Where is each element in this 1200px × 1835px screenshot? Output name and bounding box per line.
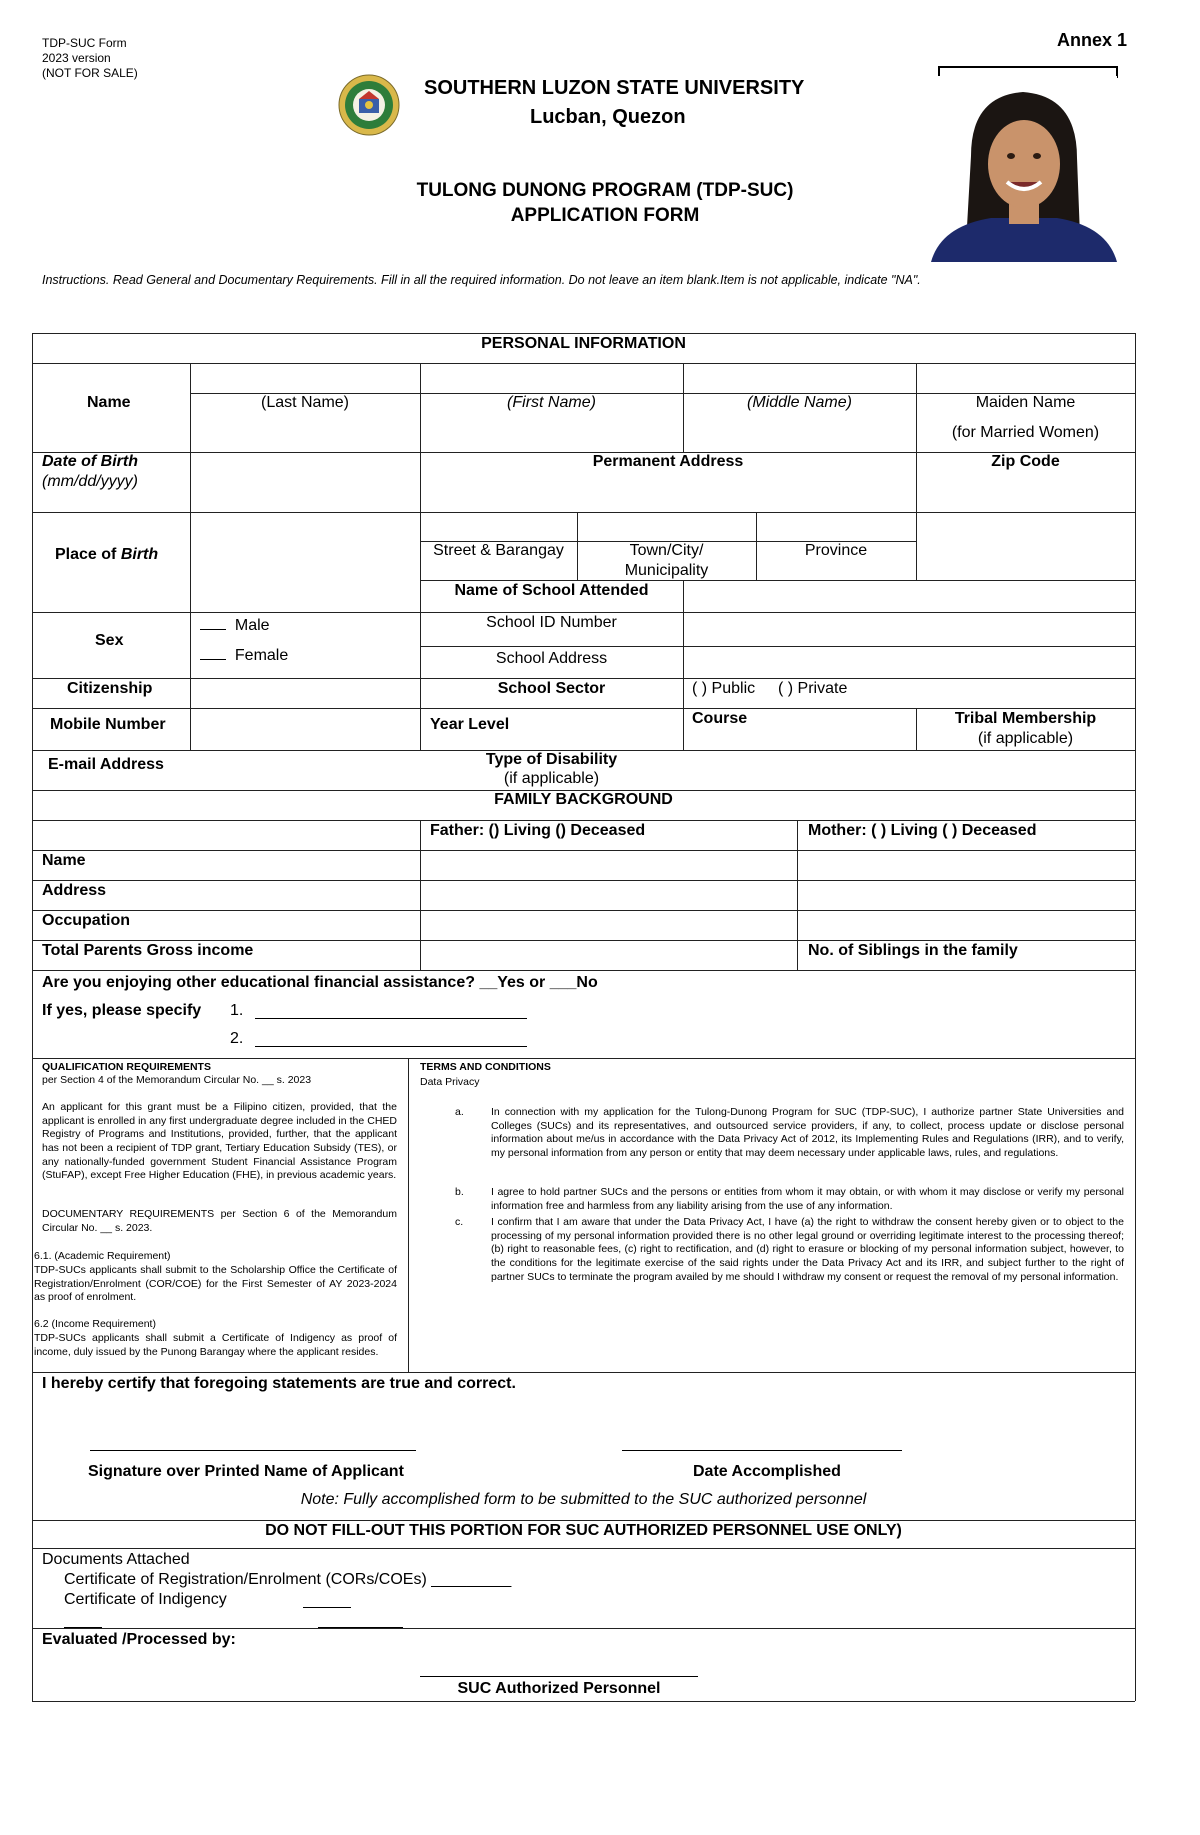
terms-a: In connection with my application for the Tulong-Dunong Program for SUC (TDP-SUC), I authorize partner State Universities and Colleges (SUCs) and its representatives, and outsourced service providers, if any, to collect, process update or disclose personal information about me/us in accordance with the Data Privacy Act of 2012, its Implementing Rules and Regulations (IRR), and to verify, my personal information from any person or entity that may deem necessary under applicable laws, rules, and regulations. [491,1106,1124,1159]
academic-req-body: TDP-SUCs applicants shall submit to the Scholarship Office the Certificate of Registration/Enrolment (COR/COE) for the First Semester of AY 2023-2024 as proof of enrolment. [34,1264,397,1304]
father-status[interactable]: Father: () Living () Deceased [430,822,646,839]
school-address-input[interactable] [684,647,1134,677]
applicant-photo [931,76,1117,262]
signature-label: Signature over Printed Name of Applicant [88,1463,404,1480]
form-id: TDP-SUC Form [42,36,127,50]
school-name-label: Name of School Attended [454,582,649,599]
course-label: Course [692,710,748,727]
family-name-label: Name [42,852,86,869]
school-sector-label: School Sector [497,680,606,697]
qualification-body: An applicant for this grant must be a Filipino citizen, provided, that the applicant is enrolled in any first undergraduate degree included in the CHED Registry of Programs and Institutions, provided, further, that the applicant has not been a recipient of TDP grant, Tertiary Education Subsidy (TES), or any nationally-funded government Student Financial Assistance Program (StuFAP), except Free Higher Education (FHE), in previous academic years. [42,1101,397,1182]
qualification-subtitle: per Section 4 of the Memorandum Circular No. __ s. 2023 [42,1074,312,1086]
last-name-field[interactable]: (Last Name) [260,394,350,411]
disability-label: Type of Disability [485,751,618,768]
form-title: APPLICATION FORM [510,205,700,226]
place-of-birth-label: Place of Birth [55,546,159,563]
terms-c-label: c. [455,1216,464,1228]
place-of-birth-input[interactable] [191,513,419,611]
income-req-body: TDP-SUCs applicants shall submit a Certificate of Indigency as proof of income, duly issued by the Punong Barangay where the applicant resides. [34,1332,397,1358]
school-id-label: School ID Number [486,614,617,631]
zip-code-input[interactable] [917,513,1134,579]
university-name: SOUTHERN LUZON STATE UNIVERSITY [424,77,805,99]
terms-subtitle: Data Privacy [420,1076,480,1088]
sex-male-option[interactable]: Male [200,617,270,635]
family-income-label: Total Parents Gross income [42,942,254,959]
name-label: Name [87,394,131,411]
mobile-input[interactable] [191,709,419,749]
certification-statement: I hereby certify that foregoing statements are true and correct. [42,1375,516,1392]
school-address-label: School Address [495,650,608,667]
terms-a-label: a. [455,1106,464,1118]
year-level-label: Year Level [430,716,510,733]
not-for-sale: (NOT FOR SALE) [42,66,138,80]
terms-c: I confirm that I am aware that under the Data Privacy Act, I have (a) the right to withdraw the consent hereby given or to object to the processing of my personal information provided there is no other legal ground or overriding legitimate interest to the processing thereof; (b) right to reasonable fees, (c) right to rectification, and (d) right to erasure or blocking of my personal information subject, however, to the conditions for the legitimate exercise of the said rights under the Data Privacy Act and its IRR, and subject further to the right of partner SUCs to terminate the program availed by me should I withdraw my consent or request the removal of my personal information. [491,1216,1124,1283]
qualification-title: QUALIFICATION REQUIREMENTS [42,1061,211,1073]
province-label: Province [804,542,868,559]
submission-note: Note: Fully accomplished form to be submitted to the SUC authorized personnel [300,1491,867,1508]
family-occupation-label: Occupation [42,912,131,929]
middle-name-field[interactable]: (Middle Name) [747,394,852,411]
cor-document-item[interactable]: Certificate of Registration/Enrolment (CORs/COEs) _________ [64,1571,512,1588]
terms-b: I agree to hold partner SUCs and the persons or entities from whom it may obtain, or with whom it may disclose or verify my personal information free and harmless from any liability arising from the use of any information. [491,1186,1124,1212]
documents-attached-label: Documents Attached [42,1551,190,1568]
zip-code-label: Zip Code [991,453,1060,470]
dob-format: (mm/dd/yyyy) [42,473,138,490]
blank-line-2 [318,1627,403,1628]
town-label-line1: Town/City/ [629,542,704,559]
maiden-name-field[interactable]: Maiden Name [975,394,1076,411]
university-location: Lucban, Quezon [530,106,686,128]
sex-female-option[interactable]: Female [200,647,288,665]
signature-line[interactable] [90,1450,416,1451]
mobile-label: Mobile Number [50,716,166,733]
program-title: TULONG DUNONG PROGRAM (TDP-SUC) [416,180,794,201]
form-version: 2023 version [42,51,111,65]
indigency-document-item[interactable]: Certificate of Indigency [64,1591,227,1608]
tribal-label: Tribal Membership [954,710,1097,727]
assistance-question: Are you enjoying other educational financial assistance? __Yes or ___No [42,974,598,991]
sex-label: Sex [95,632,124,649]
academic-req-title: 6.1. (Academic Requirement) [34,1250,171,1262]
terms-b-label: b. [455,1186,464,1198]
specify-label: If yes, please specify [42,1002,202,1019]
street-barangay-label: Street & Barangay [433,542,564,559]
disability-note: (if applicable) [503,770,600,787]
terms-title: TERMS AND CONDITIONS [420,1061,551,1073]
school-id-input[interactable] [684,613,1134,645]
specify-item-1-input[interactable] [255,1018,527,1019]
date-accomplished-label: Date Accomplished [693,1463,841,1480]
mother-status[interactable]: Mother: ( ) Living ( ) Deceased [808,822,1037,839]
family-address-label: Address [42,882,107,899]
family-section-title: FAMILY BACKGROUND [494,791,673,808]
maiden-name-note: (for Married Women) [951,424,1100,441]
income-req-title: 6.2 (Income Requirement) [34,1318,156,1330]
school-name-input[interactable] [684,581,1134,611]
personnel-label: SUC Authorized Personnel [457,1680,661,1697]
tribal-note: (if applicable) [977,730,1074,747]
documentary-requirements: DOCUMENTARY REQUIREMENTS per Section 6 of the Memorandum Circular No. __ s. 2023. [42,1208,397,1234]
instructions: Instructions. Read General and Documentary Requirements. Fill in all the required information. Do not leave an item blank.Item is not applicable, indicate "NA". [42,273,921,287]
blank-line-1 [64,1627,102,1628]
dob-input[interactable] [191,453,419,511]
specify-item-1-label: 1. [230,1002,244,1019]
university-seal-icon [337,73,401,137]
personal-section-title: PERSONAL INFORMATION [481,335,686,352]
siblings-label: No. of Siblings in the family [808,942,1018,959]
sector-private-option[interactable]: ( ) Private [778,680,848,697]
indigency-check-line[interactable] [303,1607,351,1608]
first-name-field[interactable]: (First Name) [507,394,596,411]
permanent-address-label: Permanent Address [592,453,744,470]
email-input[interactable] [191,751,419,789]
town-label-line2: Municipality [624,562,709,579]
citizenship-input[interactable] [191,679,419,707]
specify-item-2-input[interactable] [255,1046,527,1047]
annex-label: Annex 1 [1057,30,1128,50]
evaluated-by-label: Evaluated /Processed by: [42,1631,236,1648]
sector-public-option[interactable]: ( ) Public [692,680,756,697]
citizenship-label: Citizenship [67,680,153,697]
dob-label: Date of Birth [42,453,138,470]
specify-item-2-label: 2. [230,1030,244,1047]
email-label: E-mail Address [48,756,164,773]
personnel-signature-line[interactable] [420,1676,698,1677]
office-use-title: DO NOT FILL-OUT THIS PORTION FOR SUC AUTHORIZED PERSONNEL USE ONLY) [265,1522,902,1539]
date-accomplished-line[interactable] [622,1450,902,1451]
